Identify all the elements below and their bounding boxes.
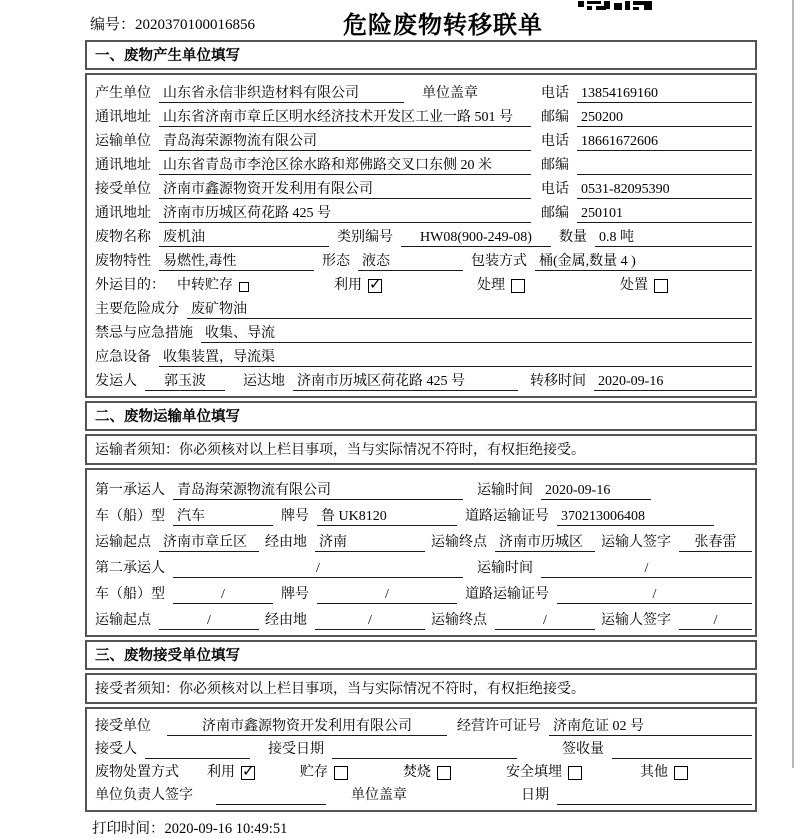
- received-qty-value: [612, 740, 752, 759]
- time2-value: /: [541, 559, 752, 578]
- sign1-value: 张春雷: [679, 533, 752, 552]
- via1-label: 经由地: [265, 535, 307, 550]
- option-label: 中转贮存: [177, 278, 233, 293]
- origin2-value: /: [159, 611, 259, 630]
- consignor-row: [95, 367, 752, 391]
- accept-unit-row: [95, 713, 752, 736]
- receiver-value: 济南市鑫源物资开发利用有限公司: [159, 180, 531, 199]
- receiver-address-row: [95, 199, 752, 223]
- taboo-row: [95, 319, 752, 343]
- waste-character-row: [95, 247, 752, 271]
- carrier2-row: [95, 552, 752, 578]
- plate1-value: 鲁 UK8120: [317, 507, 457, 526]
- vehicle2-value: /: [173, 585, 273, 604]
- d-storage-checkbox: [334, 766, 348, 780]
- category-value: HW08(900-249-08): [401, 228, 551, 247]
- accept-unit-label: 接受单位: [95, 719, 151, 734]
- quantity-label: 数量: [559, 230, 587, 245]
- transfer-date-value: 2020-09-16: [594, 372, 752, 391]
- addr2-label: 通讯地址: [95, 158, 151, 173]
- producer-address-row: [95, 103, 752, 127]
- receiver-label: 接受单位: [95, 182, 151, 197]
- vehicle1-value: 汽车: [173, 507, 273, 526]
- zip2-value: [577, 156, 752, 175]
- option-d-reuse: [207, 763, 255, 782]
- route1-row: [95, 526, 752, 552]
- section3-fields: [85, 707, 757, 812]
- sign2-value: /: [679, 611, 752, 630]
- origin1-label: 运输起点: [95, 535, 151, 550]
- addr3-label: 通讯地址: [95, 206, 151, 221]
- option-reuse: [334, 276, 382, 295]
- vehicle2-label: 车（船）型: [95, 587, 165, 602]
- origin1-value: 济南市章丘区: [159, 533, 259, 552]
- disposal-method-row: [95, 759, 752, 782]
- carrier2-label: 第二承运人: [95, 561, 165, 576]
- option-label: 利用: [207, 765, 235, 780]
- plate2-label: 牌号: [281, 587, 309, 602]
- section3-title: 三、废物接受单位填写: [95, 648, 240, 664]
- transit-storage-checkbox: [239, 282, 249, 292]
- acceptor-value: [145, 740, 250, 759]
- vehicle2-row: [95, 578, 752, 604]
- option-disposal: [620, 276, 668, 295]
- section2-header: [85, 401, 757, 431]
- form-value: 液态: [358, 252, 463, 271]
- addr2-value: 山东省青岛市李沧区徐水路和郑佛路交叉口东侧 20 米: [159, 156, 531, 175]
- time1-value: 2020-09-16: [541, 481, 651, 500]
- accept-date-value: [332, 740, 517, 759]
- d-incineration-checkbox: [437, 766, 451, 780]
- option-label: 安全填埋: [506, 765, 562, 780]
- reuse-checkbox: [368, 279, 382, 293]
- consignor-value: 郭玉波: [145, 372, 225, 391]
- form-label: 形态: [322, 254, 350, 269]
- page-edge-line: [792, 0, 794, 768]
- carrier1-value: 青岛海荣源物流有限公司: [173, 481, 463, 500]
- responsible-value: [216, 786, 326, 805]
- phone2-label: 电话: [541, 134, 569, 149]
- phone1-label: 电话: [541, 86, 569, 101]
- section2-fields: [85, 468, 757, 637]
- serial-number: [90, 13, 255, 34]
- section1-title: 一、废物产生单位填写: [95, 48, 240, 64]
- sign2-label: 运输人签字: [601, 613, 671, 628]
- equipment-row: [95, 343, 752, 367]
- option-transit-storage: [177, 276, 249, 295]
- option-d-incineration: [403, 763, 451, 782]
- waste-name-label: 废物名称: [95, 230, 151, 245]
- d-other-checkbox: [674, 766, 688, 780]
- phone2-value: 18661672606: [577, 132, 752, 151]
- addr1-label: 通讯地址: [95, 110, 151, 125]
- option-label: 其他: [640, 765, 668, 780]
- permit-label: 经营许可证号: [457, 719, 541, 734]
- producer-label: 产生单位: [95, 86, 151, 101]
- date-label: 日期: [521, 788, 549, 803]
- responsible-row: [95, 782, 752, 805]
- equipment-value: 收集装置，导流渠: [159, 348, 752, 367]
- category-label: 类别编号: [337, 230, 393, 245]
- via1-value: 济南: [315, 533, 425, 552]
- purpose-row: [95, 271, 752, 295]
- equipment-label: 应急设备: [95, 350, 151, 365]
- accept-unit-value: 济南市鑫源物资开发利用有限公司: [167, 717, 447, 736]
- manifest-form: [85, 40, 757, 838]
- producer-value: 山东省永信非织造材料有限公司: [159, 84, 404, 103]
- producer-row: [95, 79, 752, 103]
- section2-title: 二、废物运输单位填写: [95, 409, 240, 425]
- license2-value: /: [557, 585, 752, 604]
- accept-date-label: 接受日期: [268, 742, 324, 757]
- option-treatment: [477, 276, 525, 295]
- license2-label: 道路运输证号: [465, 587, 549, 602]
- plate1-label: 牌号: [281, 509, 309, 524]
- license1-label: 道路运输证号: [465, 509, 549, 524]
- receiver-row: [95, 175, 752, 199]
- page-title: 危险废物转移联单: [343, 12, 543, 39]
- section3-notice-box: [85, 673, 757, 704]
- carrier1-row: [95, 474, 752, 500]
- via2-label: 经由地: [265, 613, 307, 628]
- license1-value: 370213006408: [557, 507, 714, 526]
- transporter-value: 青岛海荣源物流有限公司: [159, 132, 531, 151]
- zip3-label: 邮编: [541, 206, 569, 221]
- section1-header: [85, 40, 757, 70]
- character-label: 废物特性: [95, 254, 151, 269]
- end1-label: 运输终点: [431, 535, 487, 550]
- end1-value: 济南市历城区: [495, 533, 595, 552]
- receiver-notice: 接受者须知：你必须核对以上栏目事项，当与实际情况不符时，有权拒绝接受。: [95, 682, 585, 697]
- transporter-notice: 运输者须知：你必须核对以上栏目事项，当与实际情况不符时，有权拒绝接受。: [95, 443, 585, 458]
- hazard-label: 主要危险成分: [95, 302, 179, 317]
- unit-seal-label: 单位盖章: [422, 86, 478, 101]
- responsible-label: 单位负责人签字: [95, 788, 193, 803]
- transporter-address-row: [95, 151, 752, 175]
- permit-value: 济南危证 02 号: [549, 717, 752, 736]
- zip3-value: 250101: [577, 204, 752, 223]
- section2-notice-box: [85, 434, 757, 465]
- serial-label: 编号：: [90, 17, 136, 33]
- received-qty-label: 签收量: [562, 742, 604, 757]
- option-d-landfill: [506, 763, 582, 782]
- zip1-label: 邮编: [541, 110, 569, 125]
- print-time: 打印时间：2020-09-16 10:49:51: [92, 821, 288, 837]
- option-label: 利用: [334, 278, 362, 293]
- plate2-value: /: [317, 585, 457, 604]
- route2-row: [95, 604, 752, 630]
- date-value: [557, 786, 752, 805]
- d-landfill-checkbox: [568, 766, 582, 780]
- waste-name-value: 废机油: [159, 228, 329, 247]
- hazard-value: 废矿物油: [187, 300, 752, 319]
- acceptor-label: 接受人: [95, 742, 137, 757]
- packing-label: 包装方式: [471, 254, 527, 269]
- sign1-label: 运输人签字: [601, 535, 671, 550]
- addr3-value: 济南市历城区荷花路 425 号: [159, 204, 531, 223]
- transfer-date-label: 转移时间: [530, 374, 586, 389]
- phone3-value: 0531-82095390: [577, 180, 752, 199]
- end2-label: 运输终点: [431, 613, 487, 628]
- option-label: 处理: [477, 278, 505, 293]
- time1-label: 运输时间: [477, 483, 533, 498]
- treatment-checkbox: [511, 279, 525, 293]
- via2-value: /: [315, 611, 425, 630]
- vehicle1-row: [95, 500, 752, 526]
- section1-fields: [85, 73, 757, 398]
- carrier1-label: 第一承运人: [95, 483, 165, 498]
- disposal-method-label: 废物处置方式: [95, 765, 179, 780]
- phone3-label: 电话: [541, 182, 569, 197]
- addr1-value: 山东省济南市章丘区明水经济技术开发区工业一路 501 号: [159, 108, 531, 127]
- transporter-row: [95, 127, 752, 151]
- disposal-checkbox: [654, 279, 668, 293]
- carrier2-value: /: [173, 559, 463, 578]
- d-reuse-checkbox: [241, 766, 255, 780]
- option-d-other: [640, 763, 688, 782]
- packing-value: 桶(金属,数量 4 ): [535, 252, 752, 271]
- option-label: 处置: [620, 278, 648, 293]
- origin2-label: 运输起点: [95, 613, 151, 628]
- destination-label: 运达地: [243, 374, 285, 389]
- section3-header: [85, 640, 757, 670]
- taboo-value: 收集、导流: [201, 324, 752, 343]
- zip1-value: 250200: [577, 108, 752, 127]
- consignor-label: 发运人: [95, 374, 137, 389]
- serial-value: 2020370100016856: [135, 17, 256, 33]
- transporter-label: 运输单位: [95, 134, 151, 149]
- waste-name-row: [95, 223, 752, 247]
- character-value: 易燃性,毒性: [159, 252, 314, 271]
- taboo-label: 禁忌与应急措施: [95, 326, 193, 341]
- document-header: [0, 0, 796, 38]
- phone1-value: 13854169160: [577, 84, 752, 103]
- option-d-storage: [300, 763, 348, 782]
- quantity-value: 0.8 吨: [595, 228, 752, 247]
- vehicle1-label: 车（船）型: [95, 509, 165, 524]
- end2-value: /: [495, 611, 595, 630]
- hazard-row: [95, 295, 752, 319]
- unit-seal2-label: 单位盖章: [351, 788, 407, 803]
- time2-label: 运输时间: [477, 561, 533, 576]
- purpose-label: 外运目的：: [95, 278, 165, 293]
- option-label: 贮存: [300, 765, 328, 780]
- option-label: 焚烧: [403, 765, 431, 780]
- acceptor-row: [95, 736, 752, 759]
- destination-value: 济南市历城区荷花路 425 号: [293, 372, 518, 391]
- zip2-label: 邮编: [541, 158, 569, 173]
